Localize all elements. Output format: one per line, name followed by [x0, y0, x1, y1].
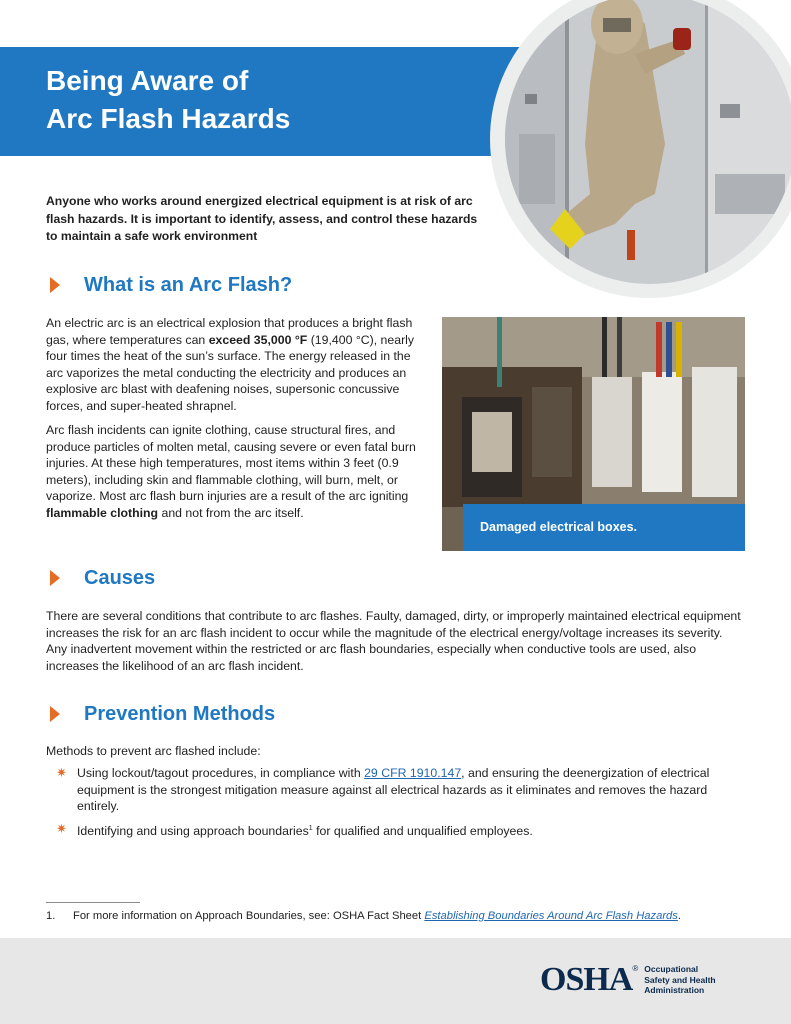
intro-paragraph: Anyone who works around energized electrical equipment is at risk of arc flash hazards. It is important to identify, assess, and control these hazards to maintain a safe work environment [46, 194, 478, 243]
bullet-star-icon: ✷ [56, 820, 67, 836]
registered-mark: ® [632, 964, 639, 973]
arc-flash-boundaries-link[interactable]: Establishing Boundaries Around Arc Flash Hazards [424, 910, 678, 922]
text-run: . [677, 910, 681, 922]
agency-name [644, 964, 715, 996]
text-run: (19,400 °C), nearly four times the heat of the sun’s surface. The energy released in the arc vaporizes the metal conducting the electricity and produces an explosive arc blast with deafening noises, supersonic concussive forces, and super-heated shrapnel. [46, 332, 415, 413]
hero-photo-worker-in-arc-suit [505, 0, 791, 284]
photo-caption: Damaged electrical boxes. [463, 504, 745, 551]
footnote-marker: 1 [308, 824, 313, 832]
footnote-number: 1. [46, 910, 56, 922]
title-line-2: Arc Flash Hazards [46, 103, 291, 134]
text-run: , and ensuring the deenergization of electrical equipment is the strongest mitigation measure against all electrical hazards as it eliminates and removes the hazard entirely. [77, 766, 710, 814]
agency-name-line: Administration [644, 985, 705, 996]
text-run: For more information on Approach Boundaries, see: OSHA Fact Sheet [73, 910, 425, 922]
prevention-lead: Methods to prevent arc flashed include: [46, 744, 261, 758]
prevention-list [56, 765, 746, 845]
text-run: Using lockout/tagout procedures, in compliance with [77, 766, 365, 780]
agency-name-line: Safety and Health [644, 974, 716, 985]
arc-flash-paragraph-2 [46, 422, 421, 522]
section-heading: What is an Arc Flash? [84, 273, 293, 296]
text-run: Identifying and using approach boundaries [77, 823, 309, 838]
causes-paragraph: There are several conditions that contribute to arc flashes. Faulty, damaged, dirty, or improperly maintained electrical equipment increases the risk for an arc flash incident to occur while the magnitude of the electrical energy/voltage increases its severity. Any inadvertent movement within the restricted or arc flash boundaries, especially when conductive tools are used, also increases the likelihood of an arc flash incident. [46, 609, 741, 673]
emphasis-flammable-clothing: flammable clothing [46, 505, 159, 520]
osha-logo [540, 962, 716, 998]
section-causes [46, 563, 155, 593]
section-heading: Prevention Methods [84, 702, 276, 725]
agency-name-line: Occupational [644, 964, 699, 975]
osha-wordmark: OSHA [540, 961, 633, 998]
cfr-1910-147-link[interactable]: 29 CFR 1910.147 [364, 766, 462, 780]
text-run: for qualified and unqualified employees. [312, 823, 533, 838]
list-item [56, 765, 746, 815]
section-what-is-arc-flash [46, 270, 292, 300]
section-arrow-icon [50, 277, 60, 293]
bullet-star-icon: ✷ [56, 765, 67, 780]
section-arrow-icon [50, 706, 60, 722]
title-line-1: Being Aware of [46, 65, 249, 96]
page-title [46, 62, 466, 138]
section-heading: Causes [84, 566, 156, 589]
footnote [46, 910, 746, 922]
text-run: Arc flash incidents can ignite clothing, cause structural fires, and produce particles of molten metal, causing severe or even fatal burn injuries. At these high temperatures, most items within 3 feet (0.9 meters), including skin and flammable clothing, will burn, melt, or vaporize. Most arc flash burn injuries are a result of the arc igniting [46, 423, 416, 504]
text-run: and not from the arc itself. [158, 505, 304, 520]
text-run: An electric arc is an electrical explosion that produces a bright flash gas, where temperatures can [46, 316, 413, 347]
section-arrow-icon [50, 570, 60, 586]
footnote-divider [46, 902, 140, 903]
arc-flash-paragraph-1 [46, 315, 421, 415]
section-prevention-methods [46, 699, 275, 729]
emphasis-temperature: exceed 35,000 °F [208, 332, 308, 347]
list-item [56, 821, 746, 840]
